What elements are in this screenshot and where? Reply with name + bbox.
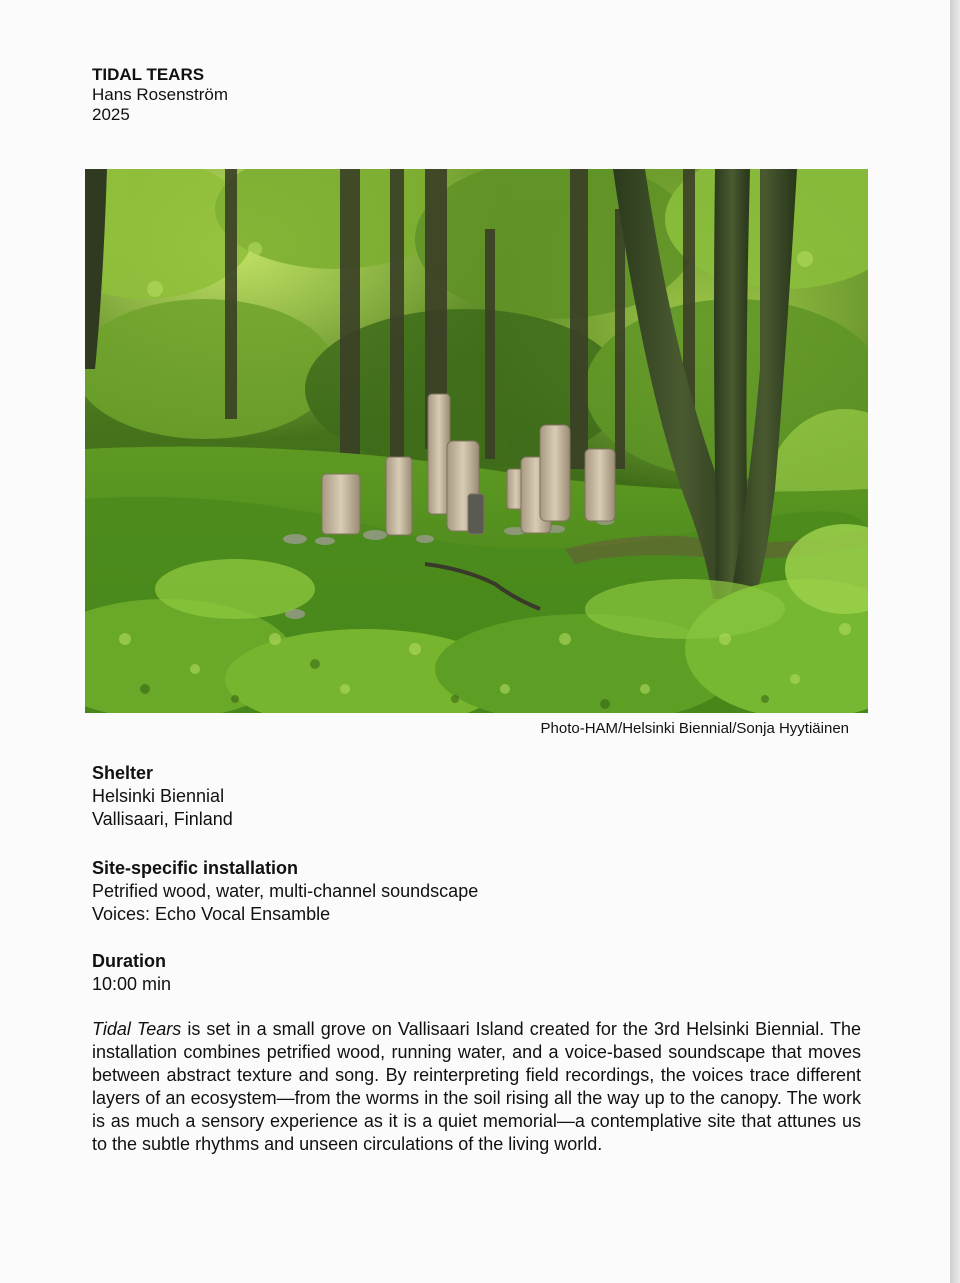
description-paragraph (92, 1018, 861, 1156)
shelter-line-1: Helsinki Biennial (92, 786, 225, 806)
header-block (92, 65, 228, 125)
shelter-section (92, 762, 233, 831)
description-text: is set in a small grove on Vallisaari Island created for the 3rd Helsinki Biennial. The installation combines petrified wood, running water, and a voice-based soundscape that moves between abstract texture and song. By reinterpreting field recordings, the voices trace different layers of an ecosystem—from the worms in the soil rising all the way up to the canopy. The work is as much a sensory experience as it is a quiet memorial—a contemplative site that attunes us to the subtle rhythms and unseen circulations of the living world. (92, 1019, 861, 1154)
duration-value: 10:00 min (92, 974, 172, 994)
forest-grove-illustration (85, 169, 868, 713)
artwork-title: TIDAL TEARS (92, 65, 205, 84)
installation-photo (85, 169, 868, 713)
installation-materials: Petrified wood, water, multi-channel soundscape (92, 881, 479, 901)
artist-name: Hans Rosenström (92, 85, 229, 104)
duration-section (92, 950, 171, 996)
installation-section (92, 857, 478, 926)
installation-voices: Voices: Echo Vocal Ensamble (92, 904, 331, 924)
duration-label: Duration (92, 951, 166, 971)
description-title: Tidal Tears (92, 1019, 182, 1039)
photo-credit: Photo-HAM/Helsinki Biennial/Sonja Hyytiäinen (540, 720, 849, 737)
artwork-year: 2025 (92, 105, 130, 124)
page-edge-shadow (950, 0, 960, 1283)
shelter-label: Shelter (92, 763, 154, 783)
installation-label: Site-specific installation (92, 858, 299, 878)
shelter-line-2: Vallisaari, Finland (92, 809, 233, 829)
